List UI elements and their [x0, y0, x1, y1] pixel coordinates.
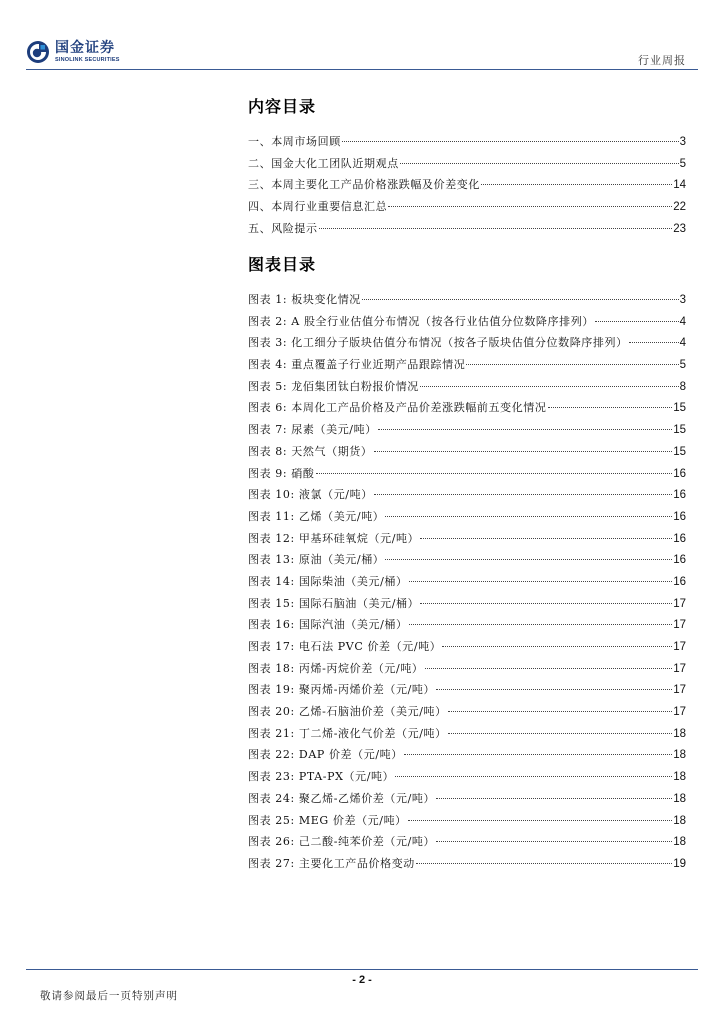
- figure-entry[interactable]: [248, 486, 686, 508]
- toc-entry-label: 图表 8: 天然气（期货）: [248, 444, 373, 458]
- toc-entry-page: 15: [673, 402, 686, 415]
- toc-entry-label: 图表 10: 液氯（元/吨）: [248, 488, 373, 502]
- toc-entry-label: 图表 20: 乙烯-石脑油价差（美元/吨）: [248, 705, 447, 719]
- toc-entry-page: 17: [673, 662, 686, 675]
- figure-entry[interactable]: [248, 855, 686, 877]
- figure-entry[interactable]: [248, 768, 686, 790]
- contents-entry[interactable]: [248, 155, 686, 177]
- toc-entry-label: 图表 5: 龙佰集团钛白粉报价情况: [248, 379, 419, 393]
- figure-entry[interactable]: [248, 833, 686, 855]
- dot-leader: [409, 581, 673, 582]
- toc-entry-page: 14: [673, 179, 686, 192]
- figures-section: [248, 252, 686, 877]
- dot-leader: [374, 494, 672, 495]
- toc-entry-label: 五、风险提示: [248, 221, 318, 235]
- figure-entry[interactable]: [248, 421, 686, 443]
- toc-entry-label: 图表 9: 硝酸: [248, 466, 315, 480]
- figure-entry[interactable]: [248, 551, 686, 573]
- dot-leader: [319, 228, 673, 229]
- toc-entry-label: 图表 27: 主要化工产品价格变动: [248, 856, 415, 870]
- toc-entry-label: 图表 11: 乙烯（美元/吨）: [248, 509, 385, 523]
- figure-entry[interactable]: [248, 681, 686, 703]
- figure-entry[interactable]: [248, 660, 686, 682]
- toc-entry-page: 8: [679, 380, 686, 393]
- dot-leader: [395, 776, 672, 777]
- figure-entry[interactable]: [248, 616, 686, 638]
- toc-entry-label: 四、本周行业重要信息汇总: [248, 200, 388, 214]
- toc-entry-label: 图表 2: A 股全行业估值分布情况（按各行业估值分位数降序排列）: [248, 314, 594, 328]
- toc-entry-page: 16: [673, 554, 686, 567]
- toc-entry-page: 18: [673, 814, 686, 827]
- toc-entry-page: 17: [673, 619, 686, 632]
- toc-entry-page: 17: [673, 641, 686, 653]
- contents-entry[interactable]: [248, 176, 686, 198]
- dot-leader: [420, 603, 672, 604]
- figures-list: [248, 291, 686, 877]
- dot-leader: [442, 646, 672, 647]
- figure-entry[interactable]: [248, 790, 686, 812]
- dot-leader: [595, 321, 679, 322]
- contents-entry[interactable]: [248, 198, 686, 220]
- toc-entry-page: 16: [673, 489, 686, 502]
- toc-entry-label: 三、本周主要化工产品价格涨跌幅及价差变化: [248, 178, 480, 192]
- toc-entry-page: 17: [673, 684, 686, 697]
- dot-leader: [316, 473, 673, 474]
- dot-leader: [400, 163, 679, 164]
- toc-entry-label: 图表 13: 原油（美元/桶）: [248, 553, 385, 567]
- toc-entry-page: 23: [673, 222, 686, 235]
- company-logo: [26, 40, 120, 64]
- toc-entry-page: 16: [673, 532, 686, 545]
- figure-entry[interactable]: [248, 508, 686, 530]
- dot-leader: [420, 538, 672, 539]
- toc-entry-page: 5: [679, 157, 686, 170]
- toc-entry-page: 17: [673, 706, 686, 719]
- header-divider: [26, 69, 698, 70]
- toc-entry-label: 图表 25: MEG 价差（元/吨）: [248, 813, 407, 827]
- dot-leader: [416, 863, 672, 864]
- toc-entry-label: 图表 23: PTA-PX（元/吨）: [248, 770, 395, 784]
- figure-entry[interactable]: [248, 443, 686, 465]
- toc-entry-page: 17: [673, 597, 686, 610]
- toc-entry-label: 图表 19: 聚丙烯-丙烯价差（元/吨）: [248, 683, 436, 697]
- dot-leader: [466, 364, 678, 365]
- toc-entry-label: 图表 12: 甲基环硅氧烷（元/吨）: [248, 531, 420, 545]
- toc-entry-label: 图表 4: 重点覆盖子行业近期产品跟踪情况: [248, 358, 466, 372]
- toc-entry-label: 图表 22: DAP 价差（元/吨）: [248, 748, 403, 762]
- dot-leader: [385, 559, 672, 560]
- dot-leader: [436, 798, 672, 799]
- figure-entry[interactable]: [248, 530, 686, 552]
- dot-leader: [362, 299, 679, 300]
- toc-entry-page: 15: [673, 424, 686, 437]
- toc-entry-label: 图表 26: 己二酸-纯苯价差（元/吨）: [248, 835, 436, 849]
- toc-entry-page: 4: [679, 315, 686, 328]
- toc-entry-label: 图表 14: 国际柴油（美元/桶）: [248, 574, 408, 588]
- dot-leader: [342, 141, 679, 142]
- toc-entry-page: 19: [673, 857, 686, 870]
- dot-leader: [436, 689, 672, 690]
- figure-entry[interactable]: [248, 465, 686, 487]
- dot-leader: [481, 184, 672, 185]
- logo-english-name: SINOLINK SECURITIES: [55, 56, 120, 63]
- logo-chinese-name: 国金证券: [55, 39, 115, 56]
- toc-entry-label: 图表 18: 丙烯-丙烷价差（元/吨）: [248, 661, 424, 675]
- figure-entry[interactable]: [248, 313, 686, 335]
- toc-entry-page: 4: [679, 337, 686, 350]
- dot-leader: [425, 668, 673, 669]
- dot-leader: [629, 342, 679, 343]
- toc-entry-label: 图表 21: 丁二烯-液化气价差（元/吨）: [248, 726, 447, 740]
- dot-leader: [420, 386, 679, 387]
- page-number: - 2 -: [352, 974, 372, 986]
- toc-entry-label: 一、本周市场回顾: [248, 135, 341, 148]
- toc-entry-label: 图表 7: 尿素（美元/吨）: [248, 423, 377, 437]
- footer-divider: [26, 969, 698, 970]
- contents-entry[interactable]: [248, 133, 686, 155]
- figure-entry[interactable]: [248, 356, 686, 378]
- toc-entry-label: 图表 3: 化工细分子版块估值分布情况（按各子版块估值分位数降序排列）: [248, 336, 628, 350]
- toc-entry-page: 3: [679, 294, 686, 306]
- toc-entry-label: 图表 1: 板块变化情况: [248, 293, 361, 306]
- figure-entry[interactable]: [248, 812, 686, 834]
- dot-leader: [378, 429, 672, 430]
- figure-entry[interactable]: [248, 399, 686, 421]
- toc-entry-page: 22: [673, 201, 686, 214]
- toc-entry-page: 18: [673, 836, 686, 849]
- dot-leader: [448, 711, 672, 712]
- report-type-label: 行业周报: [638, 54, 686, 67]
- figure-entry[interactable]: [248, 638, 686, 660]
- dot-leader: [409, 624, 673, 625]
- dot-leader: [548, 407, 673, 408]
- toc-entry-label: 二、国金大化工团队近期观点: [248, 156, 399, 170]
- figure-entry[interactable]: [248, 746, 686, 768]
- figure-entry[interactable]: [248, 703, 686, 725]
- dot-leader: [408, 820, 672, 821]
- toc-entry-page: 18: [673, 792, 686, 805]
- contents-title: 内容目录: [248, 97, 317, 116]
- toc-entry-page: 18: [673, 749, 686, 762]
- dot-leader: [374, 451, 673, 452]
- dot-leader: [388, 206, 672, 207]
- figures-title: 图表目录: [248, 255, 317, 274]
- toc-entry-page: 18: [673, 771, 686, 784]
- dot-leader: [436, 841, 672, 842]
- toc-entry-label: 图表 6: 本周化工产品价格及产品价差涨跌幅前五变化情况: [248, 401, 547, 415]
- contents-entry[interactable]: [248, 220, 686, 242]
- figure-entry[interactable]: [248, 334, 686, 356]
- figure-entry[interactable]: [248, 573, 686, 595]
- toc-entry-page: 5: [679, 359, 686, 372]
- page-header: [0, 0, 724, 70]
- toc-entry-page: 16: [673, 575, 686, 588]
- toc-entry-label: 图表 16: 国际汽油（美元/桶）: [248, 618, 408, 632]
- dot-leader: [404, 754, 672, 755]
- contents-section: [248, 94, 686, 241]
- figure-entry[interactable]: [248, 595, 686, 617]
- toc-entry-label: 图表 15: 国际石脑油（美元/桶）: [248, 596, 420, 610]
- contents-list: [248, 133, 686, 241]
- figure-entry[interactable]: [248, 725, 686, 747]
- toc-entry-label: 图表 24: 聚乙烯-乙烯价差（元/吨）: [248, 791, 436, 805]
- toc-entry-page: 18: [673, 727, 686, 740]
- sinolink-logo-icon: [26, 40, 50, 64]
- dot-leader: [385, 516, 672, 517]
- disclaimer-note: 敬请参阅最后一页特别声明: [40, 990, 178, 1002]
- toc-entry-page: 16: [673, 510, 686, 523]
- toc-entry-page: 15: [673, 445, 686, 458]
- toc-entry-page: 3: [679, 136, 686, 148]
- figure-entry[interactable]: [248, 291, 686, 313]
- toc-entry-label: 图表 17: 电石法 PVC 价差（元/吨）: [248, 640, 442, 653]
- toc-entry-page: 16: [673, 467, 686, 480]
- figure-entry[interactable]: [248, 378, 686, 400]
- dot-leader: [448, 733, 672, 734]
